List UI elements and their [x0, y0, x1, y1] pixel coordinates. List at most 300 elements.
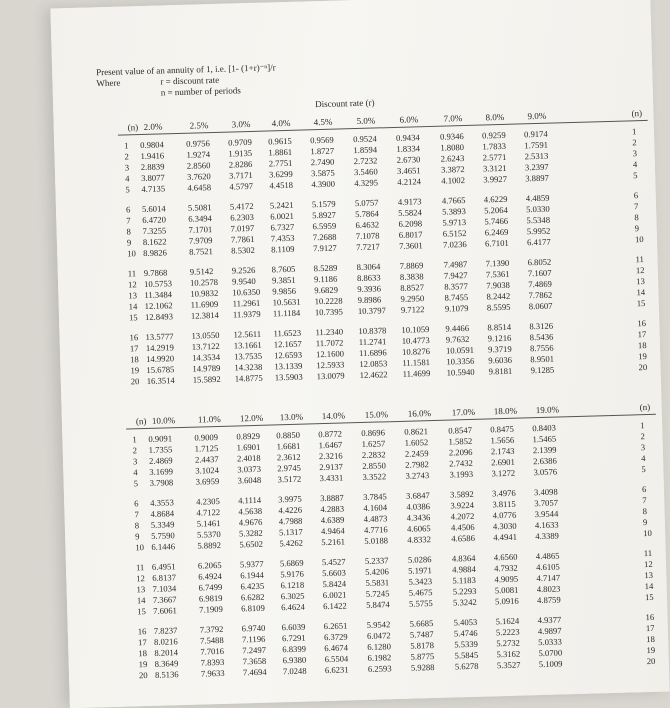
value-cell: 1.7355 — [149, 444, 173, 455]
value-cell: 5.3282 — [239, 528, 263, 539]
value-cell: 3.4651 — [397, 165, 421, 176]
table-header-text — [96, 62, 276, 100]
period-cell: 13 — [636, 276, 645, 286]
period-cell: 4 — [133, 467, 138, 477]
value-cell: 10.9832 — [190, 288, 218, 299]
value-cell: 0.8403 — [532, 423, 556, 434]
value-cell: 8.0607 — [529, 301, 553, 312]
period-cell: 4 — [641, 453, 646, 463]
value-cell: 8.1622 — [143, 236, 167, 247]
value-cell: 0.9569 — [310, 135, 334, 146]
value-cell: 2.8286 — [229, 159, 253, 170]
period-cell: 20 — [647, 656, 656, 666]
value-cell: 4.3389 — [535, 531, 559, 542]
value-cell: 5.6278 — [455, 661, 479, 672]
value-cell: 6.3729 — [324, 631, 348, 642]
value-cell: 9.3851 — [272, 275, 296, 286]
value-cell: 0.9434 — [396, 132, 420, 143]
period-cell: 19 — [638, 351, 647, 361]
value-cell: 5.2161 — [321, 536, 345, 547]
value-cell: 6.8137 — [152, 572, 176, 583]
value-cell: 3.5892 — [450, 489, 474, 500]
value-cell: 5.1183 — [452, 575, 476, 586]
value-cell: 11.7072 — [316, 337, 344, 348]
value-cell: 3.5875 — [311, 168, 335, 179]
value-cell: 8.5595 — [487, 302, 511, 313]
period-cell: 11 — [136, 562, 145, 572]
value-cell: 3.2743 — [405, 470, 429, 481]
column-header: (n) — [640, 402, 651, 412]
value-cell: 6.9740 — [242, 623, 266, 634]
value-cell: 7.7016 — [200, 646, 224, 657]
value-cell: 6.4951 — [152, 561, 176, 572]
value-cell: 4.6560 — [494, 552, 518, 563]
value-cell: 7.9427 — [444, 270, 468, 281]
period-cell: 7 — [634, 201, 639, 211]
value-cell: 5.7487 — [410, 629, 434, 640]
period-cell: 15 — [129, 312, 138, 322]
value-cell: 6.9819 — [199, 593, 223, 604]
value-cell: 6.6039 — [282, 622, 306, 633]
value-cell: 3.4976 — [492, 488, 516, 499]
column-header: 8.0% — [485, 112, 504, 123]
value-cell: 2.3216 — [319, 451, 343, 462]
value-cell: 0.9756 — [186, 138, 210, 149]
value-cell: 5.8892 — [197, 540, 221, 551]
value-cell: 8.5289 — [314, 263, 338, 274]
value-cell: 4.8332 — [407, 534, 431, 545]
value-cell: 0.9009 — [194, 432, 218, 443]
period-cell: 17 — [130, 343, 139, 353]
period-cell: 2 — [640, 431, 645, 441]
value-cell: 2.8560 — [187, 160, 211, 171]
value-cell: 5.8927 — [312, 210, 336, 221]
value-cell: 5.9176 — [280, 569, 304, 580]
value-cell: 5.8424 — [322, 578, 346, 589]
value-cell: 5.0700 — [538, 647, 562, 658]
period-cell: 19 — [646, 645, 655, 655]
value-cell: 1.8727 — [310, 146, 334, 157]
value-cell: 4.6389 — [321, 515, 345, 526]
value-cell: 1.5465 — [532, 434, 556, 445]
period-cell: 19 — [130, 365, 139, 375]
value-cell: 5.3527 — [497, 660, 521, 671]
period-cell: 18 — [646, 634, 655, 644]
value-cell: 4.8759 — [537, 594, 561, 605]
period-cell: 2 — [133, 445, 138, 455]
value-cell: 5.6685 — [410, 618, 434, 629]
value-cell: 9.5142 — [190, 266, 214, 277]
value-cell: 6.1446 — [151, 541, 175, 552]
value-cell: 5.5348 — [526, 215, 550, 226]
value-cell: 6.5152 — [443, 228, 467, 239]
period-cell: 1 — [124, 140, 129, 150]
period-cell: 6 — [634, 190, 639, 200]
period-cell: 1 — [640, 420, 645, 430]
value-cell: 6.0021 — [323, 589, 347, 600]
value-cell: 8.7455 — [444, 292, 468, 303]
value-cell: 4.7122 — [196, 507, 220, 518]
value-cell: 9.4466 — [445, 323, 469, 334]
value-cell: 8.1109 — [271, 244, 295, 255]
value-cell: 3.9975 — [278, 494, 302, 505]
value-cell: 12.1062 — [145, 300, 173, 311]
value-cell: 0.9091 — [148, 433, 172, 444]
value-cell: 4.7147 — [536, 573, 560, 584]
value-cell: 4.9173 — [398, 196, 422, 207]
value-cell: 0.9259 — [482, 130, 506, 141]
value-cell: 6.2303 — [230, 212, 254, 223]
value-cell: 6.2065 — [198, 560, 222, 571]
value-cell: 11.9379 — [233, 309, 261, 320]
value-cell: 3.5172 — [277, 474, 301, 485]
value-cell: 0.9709 — [228, 137, 252, 148]
value-cell: 1.8861 — [268, 147, 292, 158]
value-cell: 3.3522 — [362, 471, 386, 482]
value-cell: 7.9127 — [313, 243, 337, 254]
value-cell: 6.2651 — [324, 620, 348, 631]
value-cell: 13.5903 — [275, 372, 303, 383]
value-cell: 2.5313 — [525, 151, 549, 162]
value-cell: 2.6386 — [533, 456, 557, 467]
value-cell: 6.4632 — [355, 219, 379, 230]
period-cell: 1 — [132, 434, 137, 444]
value-cell: 5.9542 — [367, 619, 391, 630]
value-cell: 6.8109 — [241, 603, 265, 614]
value-cell: 5.0757 — [355, 197, 379, 208]
period-cell: 4 — [125, 173, 130, 183]
value-cell: 10.8276 — [402, 346, 430, 357]
value-cell: 9.1285 — [530, 365, 554, 376]
value-cell: 5.6869 — [280, 558, 304, 569]
value-cell: 2.7490 — [311, 157, 335, 168]
value-cell: 7.1607 — [528, 268, 552, 279]
value-cell: 8.7556 — [530, 343, 554, 354]
value-cell: 11.6909 — [191, 299, 219, 310]
period-cell: 13 — [136, 584, 145, 594]
value-cell: 4.3900 — [311, 179, 335, 190]
value-cell: 3.1272 — [491, 468, 515, 479]
value-cell: 3.7171 — [229, 170, 253, 181]
value-cell: 0.8621 — [404, 426, 428, 437]
value-cell: 0.8772 — [318, 429, 342, 440]
value-cell: 9.1186 — [314, 274, 338, 285]
value-cell: 4.1114 — [238, 495, 261, 506]
value-cell: 2.3612 — [277, 452, 301, 463]
value-cell: 5.4206 — [365, 566, 389, 577]
value-cell: 9.6036 — [488, 355, 512, 366]
value-cell: 7.3658 — [243, 656, 267, 667]
value-cell: 13.5777 — [145, 331, 173, 342]
value-cell: 3.9224 — [450, 500, 474, 511]
value-cell: 5.8474 — [366, 599, 390, 610]
value-cell: 4.3295 — [354, 177, 378, 188]
value-cell: 6.1218 — [280, 580, 304, 591]
period-cell: 12 — [636, 265, 645, 275]
value-cell: 8.3838 — [400, 271, 424, 282]
value-cell: 10.5753 — [144, 278, 172, 289]
value-cell: 5.6014 — [142, 203, 166, 214]
value-cell: 13.0550 — [191, 330, 219, 341]
value-cell: 1.9416 — [140, 150, 164, 161]
value-cell: 4.7135 — [141, 183, 165, 194]
value-cell: 9.8986 — [357, 294, 381, 305]
value-cell: 3.0373 — [237, 464, 261, 475]
value-cell: 9.8181 — [489, 366, 513, 377]
period-cell: 4 — [633, 159, 638, 169]
value-cell: 4.1604 — [363, 502, 387, 513]
period-cell: 14 — [129, 301, 138, 311]
value-cell: 7.0197 — [230, 223, 254, 234]
value-cell: 4.9095 — [494, 574, 518, 585]
period-cell: 16 — [645, 612, 654, 622]
value-cell: 4.0386 — [406, 501, 430, 512]
value-cell: 7.1390 — [485, 258, 509, 269]
period-cell: 11 — [635, 254, 644, 264]
value-cell: 0.9804 — [140, 139, 164, 150]
value-cell: 4.5797 — [229, 181, 253, 192]
value-cell: 5.4746 — [454, 628, 478, 639]
value-cell: 6.9380 — [282, 655, 306, 666]
value-cell: 9.9856 — [272, 286, 296, 297]
column-header: 2.5% — [190, 120, 209, 131]
period-cell: 2 — [124, 151, 129, 161]
value-cell: 8.0216 — [154, 636, 178, 647]
value-cell: 7.1909 — [199, 604, 223, 615]
value-cell: 5.1971 — [408, 565, 432, 576]
value-cell: 6.1280 — [367, 641, 391, 652]
value-cell: 7.8869 — [400, 260, 424, 271]
period-cell: 15 — [637, 298, 646, 308]
value-cell: 10.3356 — [446, 356, 474, 367]
value-cell: 2.7232 — [354, 155, 378, 166]
value-cell: 6.5959 — [312, 221, 336, 232]
column-header: 13.0% — [280, 412, 304, 423]
value-cell: 8.3649 — [155, 658, 179, 669]
period-cell: 15 — [137, 606, 146, 616]
value-cell: 4.5638 — [238, 506, 262, 517]
period-cell: 8 — [135, 520, 140, 530]
value-cell: 4.3553 — [150, 497, 174, 508]
value-cell: 2.7432 — [449, 458, 473, 469]
period-cell: 9 — [127, 237, 132, 247]
value-cell: 6.7327 — [270, 222, 294, 233]
value-cell: 2.1399 — [533, 445, 557, 456]
value-cell: 4.4506 — [451, 522, 475, 533]
value-cell: 0.9524 — [353, 133, 377, 144]
period-cell: 6 — [126, 204, 131, 214]
value-cell: 3.9544 — [535, 509, 559, 520]
value-cell: 5.2064 — [484, 205, 508, 216]
value-cell: 11.6523 — [273, 328, 301, 339]
column-header: 12.0% — [240, 413, 264, 424]
value-cell: 1.6052 — [404, 437, 428, 448]
value-cell: 6.6282 — [241, 592, 265, 603]
value-cell: 5.9377 — [240, 559, 264, 570]
value-cell: 8.3577 — [444, 281, 468, 292]
value-cell: 7.0248 — [283, 666, 307, 677]
value-cell: 3.8115 — [492, 499, 516, 510]
period-cell: 13 — [128, 290, 137, 300]
annuity-table-1 — [50, 0, 650, 9]
period-cell: 11 — [644, 548, 653, 558]
period-cell: 10 — [635, 234, 644, 244]
period-cell: 7 — [134, 509, 139, 519]
value-cell: 1.7591 — [524, 140, 548, 151]
value-cell: 5.9288 — [411, 662, 435, 673]
value-cell: 4.1002 — [441, 175, 465, 186]
period-cell: 14 — [645, 581, 654, 591]
value-cell: 9.7868 — [144, 267, 168, 278]
value-cell: 4.4226 — [278, 505, 302, 516]
period-cell: 3 — [632, 148, 637, 158]
value-cell: 11.1184 — [273, 308, 301, 319]
value-cell: 5.0330 — [526, 204, 550, 215]
column-header: 14.0% — [322, 410, 346, 421]
value-cell: 14.8775 — [235, 373, 263, 384]
value-cell: 13.7122 — [192, 341, 220, 352]
value-cell: 7.4869 — [528, 279, 552, 290]
value-cell: 10.6350 — [232, 287, 260, 298]
value-cell: 2.6243 — [441, 153, 465, 164]
value-cell: 3.1993 — [449, 469, 473, 480]
value-cell: 3.6959 — [195, 476, 219, 487]
value-cell: 0.8475 — [490, 424, 514, 435]
period-cell: 17 — [646, 623, 655, 633]
period-cell: 20 — [638, 362, 647, 372]
value-cell: 12.1657 — [274, 339, 302, 350]
value-cell: 3.7908 — [149, 477, 173, 488]
value-cell: 7.1034 — [152, 583, 176, 594]
column-header: 19.0% — [536, 404, 560, 415]
period-cell: 18 — [130, 354, 139, 364]
value-cell: 4.2124 — [397, 176, 421, 187]
value-cell: 1.8594 — [353, 144, 377, 155]
value-cell: 4.3030 — [493, 521, 517, 532]
value-cell: 6.1982 — [367, 652, 391, 663]
value-cell: 10.5940 — [447, 367, 475, 378]
value-cell: 7.1196 — [242, 634, 266, 645]
value-cell: 7.2688 — [313, 232, 337, 243]
value-cell: 11.6896 — [359, 347, 387, 358]
value-cell: 4.9464 — [321, 526, 345, 537]
value-cell: 5.4675 — [409, 587, 433, 598]
column-header: 15.0% — [365, 409, 389, 420]
value-cell: 0.9174 — [524, 129, 548, 140]
value-cell: 5.2223 — [496, 627, 520, 638]
value-cell: 5.7864 — [355, 208, 379, 219]
value-cell: 3.6299 — [269, 169, 293, 180]
value-cell: 7.6061 — [153, 605, 177, 616]
value-cell: 7.0236 — [443, 239, 467, 250]
value-cell: 5.9952 — [527, 226, 551, 237]
value-cell: 7.9038 — [486, 280, 510, 291]
discount-rate-label: Discount rate (r) — [315, 97, 375, 109]
value-cell: 5.5831 — [365, 577, 389, 588]
value-cell: 8.3064 — [357, 261, 381, 272]
period-cell: 9 — [635, 223, 640, 233]
value-cell: 1.5656 — [490, 435, 514, 446]
value-cell: 3.6847 — [406, 490, 430, 501]
value-cell: 9.3719 — [488, 344, 512, 355]
value-cell: 1.7833 — [482, 141, 506, 152]
value-cell: 12.5611 — [233, 329, 261, 340]
value-cell: 9.2526 — [232, 265, 256, 276]
value-cell: 7.4353 — [271, 233, 295, 244]
value-cell: 14.3238 — [234, 362, 262, 373]
value-cell: 4.9377 — [537, 614, 561, 625]
value-cell: 5.5339 — [454, 639, 478, 650]
value-cell: 14.9920 — [146, 353, 174, 364]
value-cell: 4.9676 — [239, 517, 263, 528]
value-cell: 5.7466 — [484, 216, 508, 227]
column-header: (n) — [136, 416, 147, 426]
value-cell: 5.1009 — [539, 658, 563, 669]
value-cell: 2.9745 — [277, 463, 301, 474]
period-cell: 5 — [125, 184, 130, 194]
value-cell: 8.7605 — [272, 264, 296, 275]
value-cell: 9.9540 — [232, 276, 256, 287]
column-header: 9.0% — [527, 111, 546, 122]
n-definition: n = number of periods — [161, 85, 241, 97]
value-cell: 5.0916 — [495, 596, 519, 607]
period-cell: 16 — [138, 626, 147, 636]
value-cell: 15.5892 — [193, 374, 221, 385]
value-cell: 5.8775 — [410, 651, 434, 662]
period-cell: 2 — [632, 137, 637, 147]
value-cell: 4.9897 — [538, 625, 562, 636]
value-cell: 5.1624 — [495, 616, 519, 627]
value-cell: 3.4331 — [319, 473, 343, 484]
value-cell: 2.8550 — [362, 460, 386, 471]
value-cell: 2.6901 — [491, 457, 515, 468]
value-cell: 10.4773 — [402, 335, 430, 346]
value-cell: 5.4262 — [279, 538, 303, 549]
value-cell: 4.8684 — [150, 508, 174, 519]
value-cell: 2.2459 — [405, 448, 429, 459]
value-cell: 12.1600 — [316, 348, 344, 359]
column-header: 17.0% — [452, 407, 476, 418]
value-cell: 5.6603 — [322, 567, 346, 578]
value-cell: 8.8514 — [487, 322, 511, 333]
value-cell: 1.6467 — [319, 440, 343, 451]
period-cell: 12 — [136, 573, 145, 583]
value-cell: 4.6229 — [484, 194, 508, 205]
value-cell: 7.2497 — [242, 645, 266, 656]
column-header: 18.0% — [494, 406, 518, 417]
value-cell: 4.7665 — [442, 195, 466, 206]
value-cell: 10.3797 — [358, 305, 386, 316]
value-cell: 5.0188 — [364, 535, 388, 546]
value-cell: 11.4699 — [403, 368, 431, 379]
value-cell: 7.8393 — [201, 657, 225, 668]
value-cell: 3.5460 — [354, 166, 378, 177]
value-cell: 3.8887 — [320, 493, 344, 504]
value-cell: 8.8527 — [400, 282, 424, 293]
period-cell: 10 — [127, 248, 136, 258]
period-cell: 18 — [138, 648, 147, 658]
value-cell: 8.7521 — [189, 246, 213, 257]
value-cell: 3.3872 — [441, 164, 465, 175]
value-cell: 8.9826 — [143, 247, 167, 258]
value-cell: 7.7217 — [356, 241, 380, 252]
column-header: 3.0% — [232, 119, 251, 130]
value-cell: 0.9615 — [268, 136, 292, 147]
value-cell: 3.7057 — [534, 498, 558, 509]
value-cell: 11.1581 — [402, 357, 430, 368]
value-cell: 5.4527 — [322, 556, 346, 567]
value-cell: 13.7535 — [234, 351, 262, 362]
